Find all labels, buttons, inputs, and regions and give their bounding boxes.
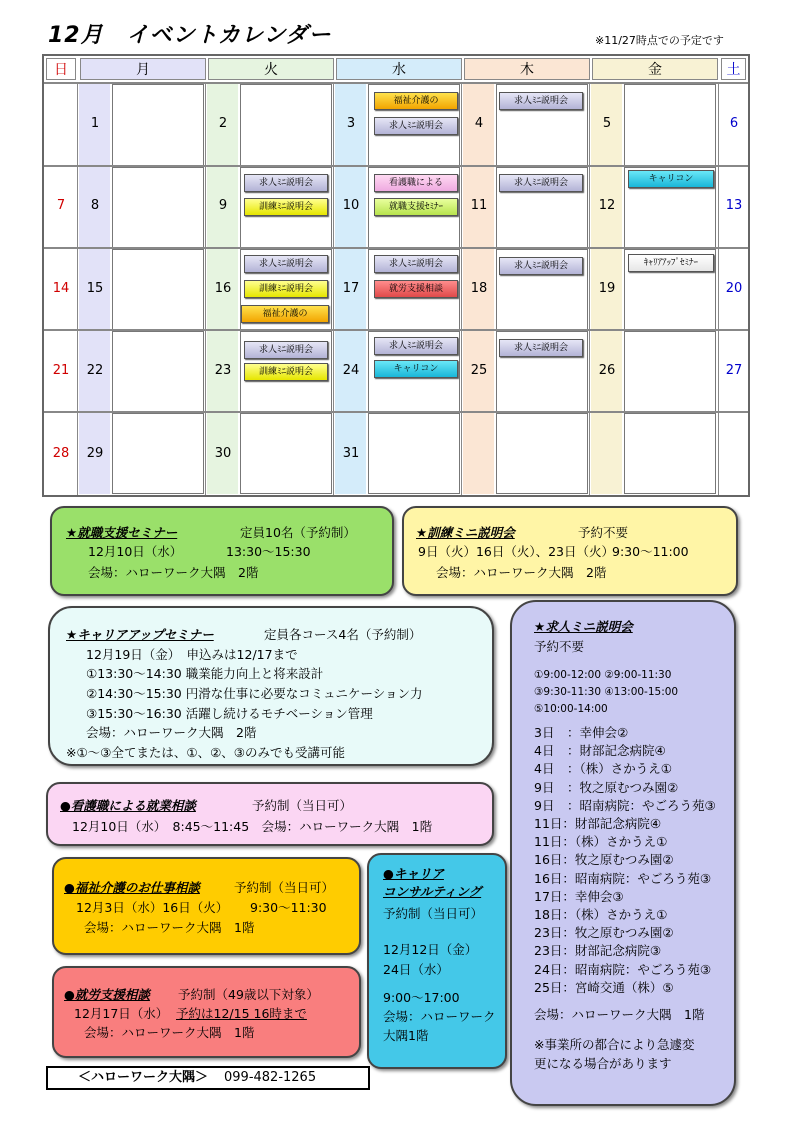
date-1: 1 [90, 116, 100, 131]
date-7: 7 [56, 198, 66, 213]
header-sun: 日 [46, 58, 76, 80]
day-cell [112, 413, 204, 494]
event-kyujin[interactable]: 求人ﾐﾆ説明会 [374, 337, 458, 355]
kyujin-schedule-item: 23日：牧之原むつみ園② [534, 925, 674, 941]
event-kunren[interactable]: 訓練ﾐﾆ説明会 [244, 198, 328, 216]
career-consult-box [367, 853, 507, 1069]
event-kyujin[interactable]: 求人ﾐﾆ説明会 [499, 257, 583, 275]
kyujin-time-3: ⑤10:00-14:00 [534, 703, 608, 715]
page-title: 12月 イベントカレンダー [48, 23, 332, 48]
career-consult-date-1: 12月12日（金） [383, 942, 478, 957]
header-thu: 木 [464, 58, 590, 80]
fukushi-dates: 12月3日（水）16日（火） [76, 900, 229, 915]
date-15: 15 [86, 281, 104, 296]
shuro-reservation: 予約制（49歳以下対象） [178, 987, 319, 1002]
shushoku-capacity: 定員10名（予約制） [240, 525, 356, 540]
date-10: 10 [342, 198, 360, 213]
kyujin-schedule-item: 4日 ：（株）さかうえ① [534, 761, 672, 777]
header-sat: 土 [721, 58, 746, 80]
shuro-date: 12月17日（水） [74, 1006, 169, 1021]
kyujin-time-2: ③9:30-11:30 ④13:00-15:00 [534, 686, 679, 698]
date-3: 3 [346, 116, 356, 131]
date-18: 18 [470, 281, 488, 296]
career-consult-venue-1: 会場：ハローワーク [383, 1009, 496, 1024]
update-note: ※11/27時点での予定です [595, 34, 724, 47]
shushoku-title: ★就職支援セミナー [66, 525, 178, 540]
kunren-time: 9:30～11:00 [612, 544, 689, 559]
date-13: 13 [725, 198, 743, 213]
date-19: 19 [598, 281, 616, 296]
event-career-up[interactable]: ｷｬﾘｱｱｯﾌﾟｾﾐﾅｰ [628, 254, 714, 272]
career-up-course-2: ②14:30～15:30 円滑な仕事に必要なコミュニケーション力 [86, 686, 423, 701]
fukushi-reservation: 予約制（当日可） [234, 880, 335, 895]
career-up-course-3: ③15:30～16:30 活躍し続けるモチベーション管理 [86, 706, 373, 721]
date-31: 31 [342, 446, 360, 461]
shushoku-seminar-box [50, 506, 394, 596]
day-cell [624, 413, 716, 494]
date-24: 24 [342, 363, 360, 378]
event-calendar [42, 54, 750, 497]
date-17: 17 [342, 281, 360, 296]
kango-reservation: 予約制（当日可） [252, 798, 353, 813]
date-21: 21 [52, 363, 70, 378]
shuro-box [52, 966, 361, 1058]
career-up-box [48, 606, 494, 766]
date-29: 29 [86, 446, 104, 461]
day-cell [624, 331, 716, 412]
day-cell [112, 331, 204, 412]
kyujin-note-2: 更になる場合があります [534, 1056, 672, 1071]
career-consult-title-1: ●キャリア [383, 866, 444, 881]
day-cell [112, 249, 204, 330]
shuro-title: ●就労支援相談 [64, 987, 150, 1002]
career-up-capacity: 定員各コース4名（予約制） [264, 627, 422, 642]
date-23: 23 [214, 363, 232, 378]
career-up-course-1: ①13:30～14:30 職業能力向上と将来設計 [86, 666, 324, 681]
date-30: 30 [214, 446, 232, 461]
date-12: 12 [598, 198, 616, 213]
header-fri: 金 [592, 58, 718, 80]
career-consult-time: 9:00～17:00 [383, 990, 460, 1005]
header-tue: 火 [208, 58, 334, 80]
header-mon: 月 [80, 58, 206, 80]
kyujin-schedule-item: 9日 ：牧之原むつみ園② [534, 779, 679, 795]
day-cell [240, 413, 332, 494]
career-up-venue: 会場：ハローワーク大隅 2階 [86, 725, 257, 740]
office-phone[interactable]: 099-482-1265 [224, 1070, 317, 1085]
kyujin-schedule-item: 18日：（株）さかうえ① [534, 907, 668, 922]
day-cell [624, 84, 716, 166]
contact-footer [46, 1066, 370, 1090]
event-kyujin[interactable]: 求人ﾐﾆ説明会 [499, 92, 583, 110]
date-6: 6 [729, 116, 739, 131]
event-kyujin[interactable]: 求人ﾐﾆ説明会 [499, 339, 583, 357]
shuro-deadline: 予約は12/15 16時まで [176, 1006, 307, 1021]
date-5: 5 [602, 116, 612, 131]
kyujin-note-1: ※事業所の都合により急遽変 [534, 1037, 695, 1052]
kango-title: ●看護職による就業相談 [60, 798, 196, 813]
kyujin-schedule-item: 3日 ：幸伸会② [534, 725, 629, 740]
kyujin-schedule-item: 11日：財部記念病院④ [534, 816, 662, 831]
event-kyujin[interactable]: 求人ﾐﾆ説明会 [374, 255, 458, 273]
career-consult-venue-2: 大隅1階 [383, 1028, 429, 1043]
fukushi-box [52, 857, 361, 955]
shushoku-time: 13:30～15:30 [226, 544, 311, 559]
date-4: 4 [474, 116, 484, 131]
day-cell [496, 413, 588, 494]
fukushi-venue: 会場：ハローワーク大隅 1階 [84, 920, 255, 935]
event-kyujin[interactable]: 求人ﾐﾆ説明会 [374, 117, 458, 135]
date-20: 20 [725, 281, 743, 296]
event-kyujin[interactable]: 求人ﾐﾆ説明会 [499, 174, 583, 192]
header-wed: 水 [336, 58, 462, 80]
kyujin-schedule-item: 16日：昭南病院：やごろう苑③ [534, 870, 712, 886]
date-8: 8 [90, 198, 100, 213]
day-cell [112, 167, 204, 248]
kyujin-schedule-item: 24日：昭南病院：やごろう苑③ [534, 961, 712, 977]
career-up-title: ★キャリアアップセミナー [66, 627, 214, 642]
event-fukushi[interactable]: 福祉介護の [374, 92, 458, 110]
kyujin-title: ★求人ミニ説明会 [534, 619, 633, 634]
event-kyujin[interactable]: 求人ﾐﾆ説明会 [244, 255, 328, 273]
date-14: 14 [52, 281, 70, 296]
event-fukushi[interactable]: 福祉介護の [241, 305, 329, 323]
event-career-consult[interactable]: キャリコン [628, 170, 714, 188]
event-kango[interactable]: 看護職による [374, 174, 458, 192]
career-consult-reservation: 予約制（当日可） [383, 906, 484, 921]
date-26: 26 [598, 363, 616, 378]
event-kyujin[interactable]: 求人ﾐﾆ説明会 [244, 341, 328, 359]
kango-detail: 12月10日（水） 8:45～11:45 会場：ハローワーク大隅 1階 [72, 819, 433, 834]
kunren-venue: 会場：ハローワーク大隅 2階 [436, 565, 607, 580]
shushoku-venue: 会場：ハローワーク大隅 2階 [88, 565, 259, 580]
event-kyujin[interactable]: 求人ﾐﾆ説明会 [244, 174, 328, 192]
date-22: 22 [86, 363, 104, 378]
fukushi-title: ●福祉介護のお仕事相談 [64, 880, 200, 895]
career-up-note: ※①～③全てまたは、①、②、③のみでも受講可能 [66, 745, 346, 760]
day-cell [112, 84, 204, 166]
kyujin-reservation: 予約不要 [534, 639, 585, 654]
date-27: 27 [725, 363, 743, 378]
shushoku-date: 12月10日（水） [88, 544, 183, 559]
kyujin-schedule-item: 4日 ：財部記念病院④ [534, 743, 666, 759]
date-16: 16 [214, 281, 232, 296]
date-2: 2 [218, 116, 228, 131]
kyujin-schedule-item: 16日：牧之原むつみ園② [534, 852, 674, 868]
event-shuro[interactable]: 就労支援相談 [374, 280, 458, 298]
date-9: 9 [218, 198, 228, 213]
kyujin-schedule-item: 17日：幸伸会③ [534, 888, 624, 904]
kyujin-schedule-item: 9日 ：昭南病院：やごろう苑③ [534, 797, 716, 813]
shuro-venue: 会場：ハローワーク大隅 1階 [84, 1025, 255, 1040]
kyujin-box [510, 600, 736, 1106]
event-kunren[interactable]: 訓練ﾐﾆ説明会 [244, 280, 328, 298]
date-11: 11 [470, 198, 488, 213]
office-name: ＜ハローワーク大隅＞ [78, 1070, 209, 1085]
kyujin-schedule-item: 25日：宮崎交通（株）⑤ [534, 979, 674, 995]
date-25: 25 [470, 363, 488, 378]
career-consult-title-2: コンサルティング [383, 884, 482, 899]
career-up-date: 12月19日（金） 申込みは12/17まで [86, 647, 298, 662]
kyujin-time-1: ①9:00-12:00 ②9:00-11:30 [534, 669, 672, 681]
kunren-title: ★訓練ミニ説明会 [416, 525, 515, 540]
event-kunren[interactable]: 訓練ﾐﾆ説明会 [244, 363, 328, 381]
event-shushoku-seminar[interactable]: 就職支援ｾﾐﾅｰ [374, 198, 458, 216]
kunren-capacity: 予約不要 [578, 525, 629, 540]
kango-box [46, 782, 494, 846]
kunren-dates: 9日（火）16日（火）、23日（火） [418, 544, 615, 559]
day-cell [240, 84, 332, 166]
fukushi-time: 9:30～11:30 [250, 900, 327, 915]
date-28: 28 [52, 446, 70, 461]
event-career-consult[interactable]: キャリコン [374, 360, 458, 378]
career-consult-date-2: 24日（水） [383, 962, 449, 977]
kunren-box [402, 506, 738, 596]
kyujin-schedule-item: 23日：財部記念病院③ [534, 943, 662, 959]
kyujin-venue: 会場：ハローワーク大隅 1階 [534, 1007, 705, 1022]
day-cell [368, 413, 460, 494]
kyujin-schedule-item: 11日：（株）さかうえ① [534, 834, 668, 850]
